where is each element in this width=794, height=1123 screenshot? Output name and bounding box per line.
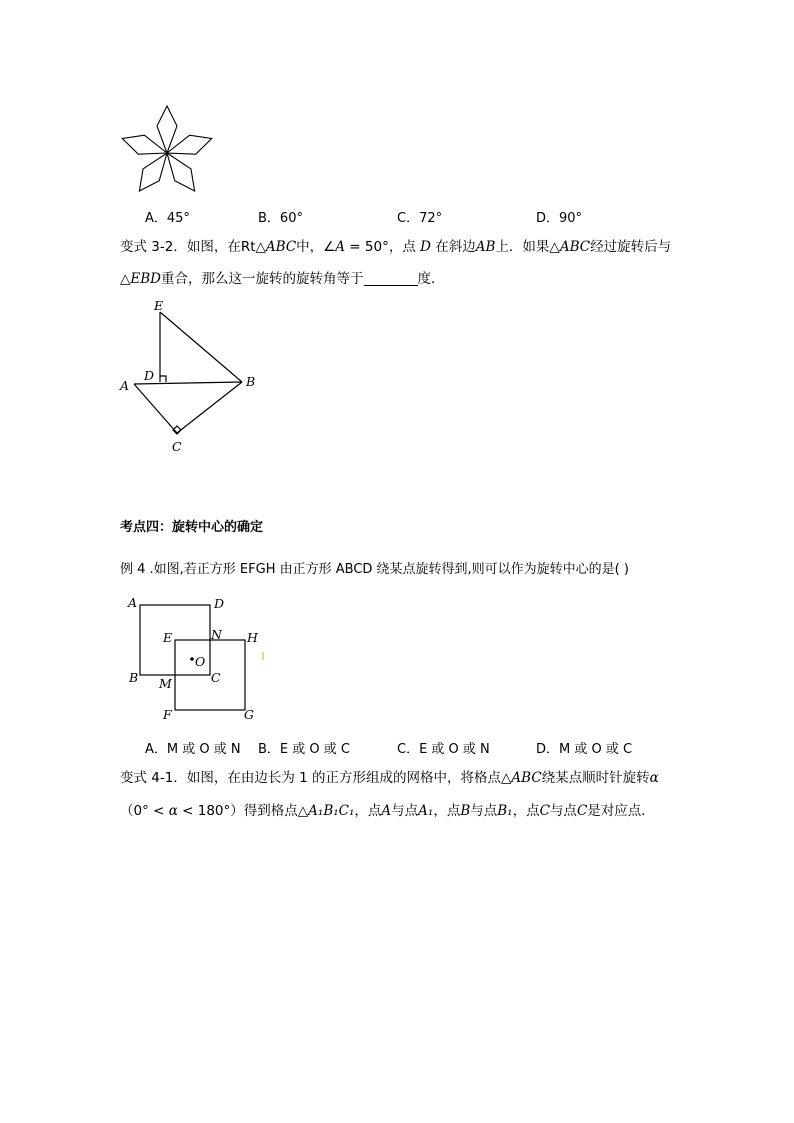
math: A bbox=[335, 239, 346, 255]
label-e: E bbox=[163, 630, 173, 645]
text: △ bbox=[120, 271, 131, 287]
label-b: B bbox=[246, 374, 256, 389]
label-g: G bbox=[244, 707, 254, 722]
variant-3-2-line2 bbox=[120, 270, 445, 288]
text: 中，∠ bbox=[296, 239, 336, 255]
math: A₁B₁C₁ bbox=[308, 803, 355, 819]
text: 在斜边 bbox=[430, 239, 476, 255]
math: EBD bbox=[130, 271, 161, 287]
math: A₁ bbox=[418, 803, 434, 819]
label-d: D bbox=[144, 368, 155, 383]
label-d: D bbox=[214, 596, 225, 611]
math: B₁ bbox=[497, 803, 513, 819]
variant-4-1-line2 bbox=[120, 802, 655, 820]
ex4-option-d: D．M 或 O 或 C bbox=[536, 742, 633, 757]
option-c: C．72° bbox=[397, 211, 443, 226]
text: 是对应点． bbox=[587, 803, 655, 819]
text: 度． bbox=[417, 271, 445, 287]
label-a: A bbox=[120, 378, 130, 393]
math: C bbox=[539, 803, 550, 819]
option-b: B．60° bbox=[258, 211, 303, 226]
label-c: C bbox=[211, 670, 221, 685]
variant-4-1-line1 bbox=[120, 769, 659, 787]
text: 绕某点顺时针旋转 bbox=[541, 770, 650, 786]
math: ABC bbox=[265, 239, 297, 255]
label-a: A bbox=[128, 595, 138, 610]
label-c: C bbox=[172, 439, 182, 454]
text: 与点 bbox=[470, 803, 498, 819]
text: ，点 bbox=[354, 803, 382, 819]
example-4-text: 例 4 .如图,若正方形 EFGH 由正方形 ABCD 绕某点旋转得到,则可以作为旋转中心的是( ) bbox=[120, 562, 629, 577]
option-a: A．45° bbox=[145, 211, 190, 226]
text: 重合，那么这一旋转的旋转角等于 bbox=[161, 271, 364, 287]
ex4-option-b: B．E 或 O 或 C bbox=[258, 742, 350, 757]
answer-blank[interactable] bbox=[364, 271, 418, 286]
variant-3-2-line1 bbox=[120, 238, 671, 256]
math: D bbox=[420, 239, 431, 255]
section-title: 考点四：旋转中心的确定 bbox=[120, 520, 264, 535]
math: A bbox=[381, 803, 392, 819]
text: 上．如果△ bbox=[495, 239, 560, 255]
option-d: D．90° bbox=[536, 211, 583, 226]
math: C bbox=[576, 803, 588, 819]
label-e: E bbox=[154, 298, 164, 313]
text: < 180°）得到格点△ bbox=[177, 803, 309, 819]
text: 变式 4-1．如图，在由边长为 1 的正方形组成的网格中，将格点△ bbox=[120, 770, 512, 786]
ex4-option-c: C．E 或 O 或 N bbox=[397, 742, 490, 757]
text: ，点 bbox=[512, 803, 540, 819]
text: 与点 bbox=[391, 803, 419, 819]
math: α bbox=[168, 803, 178, 819]
variant-label: 变式 3-2． bbox=[120, 239, 187, 255]
text: = 50°，点 bbox=[345, 239, 421, 255]
math: B bbox=[460, 803, 471, 819]
label-b: B bbox=[129, 670, 139, 685]
label-m: M bbox=[159, 676, 172, 691]
label-h: H bbox=[247, 630, 258, 645]
text: （0° < bbox=[120, 803, 169, 819]
math: AB bbox=[475, 239, 496, 255]
pinwheel-figure bbox=[112, 98, 224, 198]
text: ，点 bbox=[433, 803, 461, 819]
math: ABC bbox=[511, 770, 542, 786]
math: α bbox=[649, 770, 659, 786]
text: 经过旋转后与 bbox=[590, 239, 672, 255]
label-n: N bbox=[211, 627, 222, 642]
label-f: F bbox=[163, 707, 172, 722]
text: 如图，在Rt△ bbox=[186, 239, 266, 255]
squares-figure bbox=[122, 594, 272, 726]
ex4-option-a: A．M 或 O 或 N bbox=[145, 742, 241, 757]
text: 与点 bbox=[549, 803, 577, 819]
label-o: O bbox=[195, 654, 206, 669]
triangle-figure bbox=[114, 296, 274, 458]
math: ABC bbox=[559, 239, 591, 255]
